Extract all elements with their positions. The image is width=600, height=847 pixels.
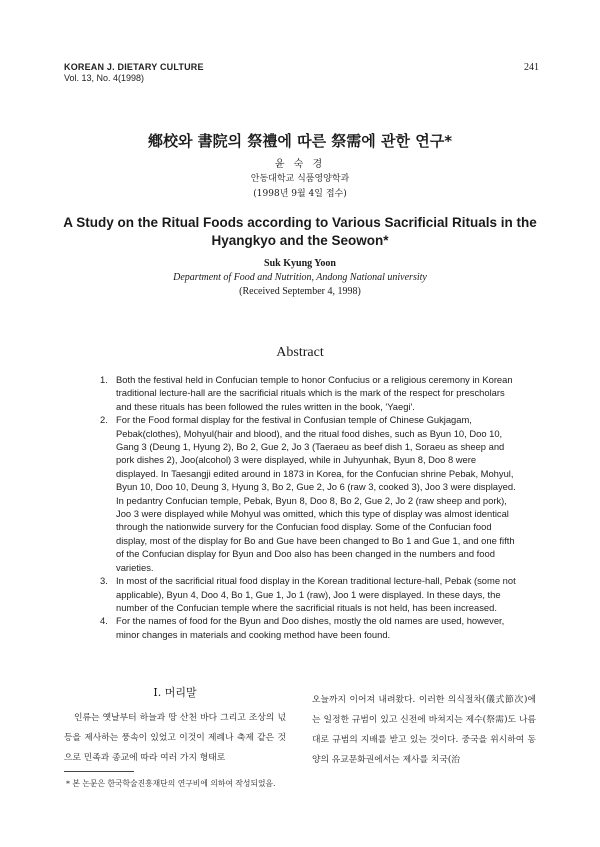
abstract-item-text: Both the festival held in Confucian temple to honor Confucius or a religious ceremony in Korean traditional lecture-hall are the sacrificial rituals which is the mark of the respect for prescholars and these rituals has been followed the rules written in the book, 'Yaegi'. [116, 374, 513, 412]
body-left-column: 인류는 옛날부터 하늘과 땅 산천 바다 그리고 조상의 넋 등을 제사하는 풍속이 있었고 이것이 제례나 축제 같은 것으로 민족과 종교에 따라 여러 가지 형태로 [64, 713, 286, 763]
page-number: 241 [524, 62, 539, 73]
abstract-item [100, 373, 518, 413]
footnote: * 본 논문은 한국학술진흥재단의 연구비에 의하여 작성되었음. [66, 779, 276, 788]
abstract-item-text: In most of the sacrificial ritual food display in the Korean traditional lecture-hall, Pebak (some not applicable), Byun 4, Doo 4, Bo 1, Gue 1, Jo 1 (raw), Joo 1 were displayed. In these days, the number of the Confucian temple where the sacrificial rituals is not held, has been increased. [116, 575, 516, 613]
abstract-item-number: 2. [100, 414, 108, 426]
abstract-item-number: 3. [100, 575, 108, 587]
footnote-divider [64, 771, 134, 772]
abstract-item-text: For the names of food for the Byun and Doo dishes, mostly the old names are used, however, minor changes in materials and cooking method have been found. [116, 615, 505, 640]
abstract-item-number: 4. [100, 615, 108, 627]
abstract-item [100, 413, 518, 574]
korean-affiliation: 안동대학교 식품영양학과 [250, 174, 350, 184]
english-author: Suk Kyung Yoon [264, 258, 336, 269]
journal-header [64, 62, 204, 84]
korean-author: 윤 숙 경 [274, 159, 326, 170]
english-title: A Study on the Ritual Foods according to Various Sacrificial Rituals in the Hyangkyo and the Seowon* [63, 215, 537, 248]
body-right-column: 오늘까지 이어져 내려왔다. 이러한 의식절차(儀式節次)에는 일정한 규범이 있고 신전에 바쳐지는 제수(祭需)도 나름대로 규범의 지배를 받고 있는 것이다. 중국을 위시하여 동양의 유교문화권에서는 제사를 치국(治 [312, 695, 536, 765]
abstract-item-number: 1. [100, 374, 108, 385]
abstract-list [100, 373, 518, 641]
korean-received-date: (1998년 9월 4일 접수) [253, 189, 347, 199]
korean-title: 鄕校와 書院의 祭禮에 따른 祭需에 관한 연구* [147, 132, 453, 150]
abstract-item-text: For the Food formal display for the festival in Confusian temple of Chinese Gukjagam, Pebak(clothes), Mohyul(hair and blood), and the ritual food dishes, such as Byun 10, Doo 10, Gang 3 (Deung 1, Hyung 2), Bo 2, Gue 2, Jo 3 (Taeraeu as beef dish 1, Soraeu as sheep and pork dishes 2), Joo(alcohol) 3 were displayed, while in Juhyunhak, Byun 8, Doo 8 were displayed. In Taesangji edited around in 1873 in Korea, for the Confucian shrine Pebak, Mohyul, Byun 10, Doo 10, Deung 3, Hyung 3, Bo 2, Gue 2, Jo 6 (raw 3, cooked 3), Joo 3 were displayed. In pedantry Confucian temple, Pebak, Byun 8, Doo 8, Bo 2, Gue 2, Jo 2 (raw sheep and pork), Joo 3 were displayed while Mohyul was omitted, which this type of display was almost identical through the nationwide survery for the Confucian food display. Some of the Confucian food display, most of the display for Bo and Gue have been changed to Bo 1 and Gue 1, and one fifth of the Confucian display for Byun and Doo also has been changed in the numbers and food varieties. [116, 414, 516, 573]
english-department: Department of Food and Nutrition, Andong National university [173, 272, 427, 283]
journal-name: KOREAN J. DIETARY CULTURE [64, 62, 204, 72]
english-received-date: (Received September 4, 1998) [239, 286, 361, 297]
section-heading-introduction: I. 머리말 [153, 686, 197, 699]
abstract-item [100, 574, 518, 614]
abstract-heading: Abstract [276, 345, 324, 360]
abstract-item [100, 614, 518, 641]
journal-volume: Vol. 13, No. 4(1998) [64, 73, 145, 83]
